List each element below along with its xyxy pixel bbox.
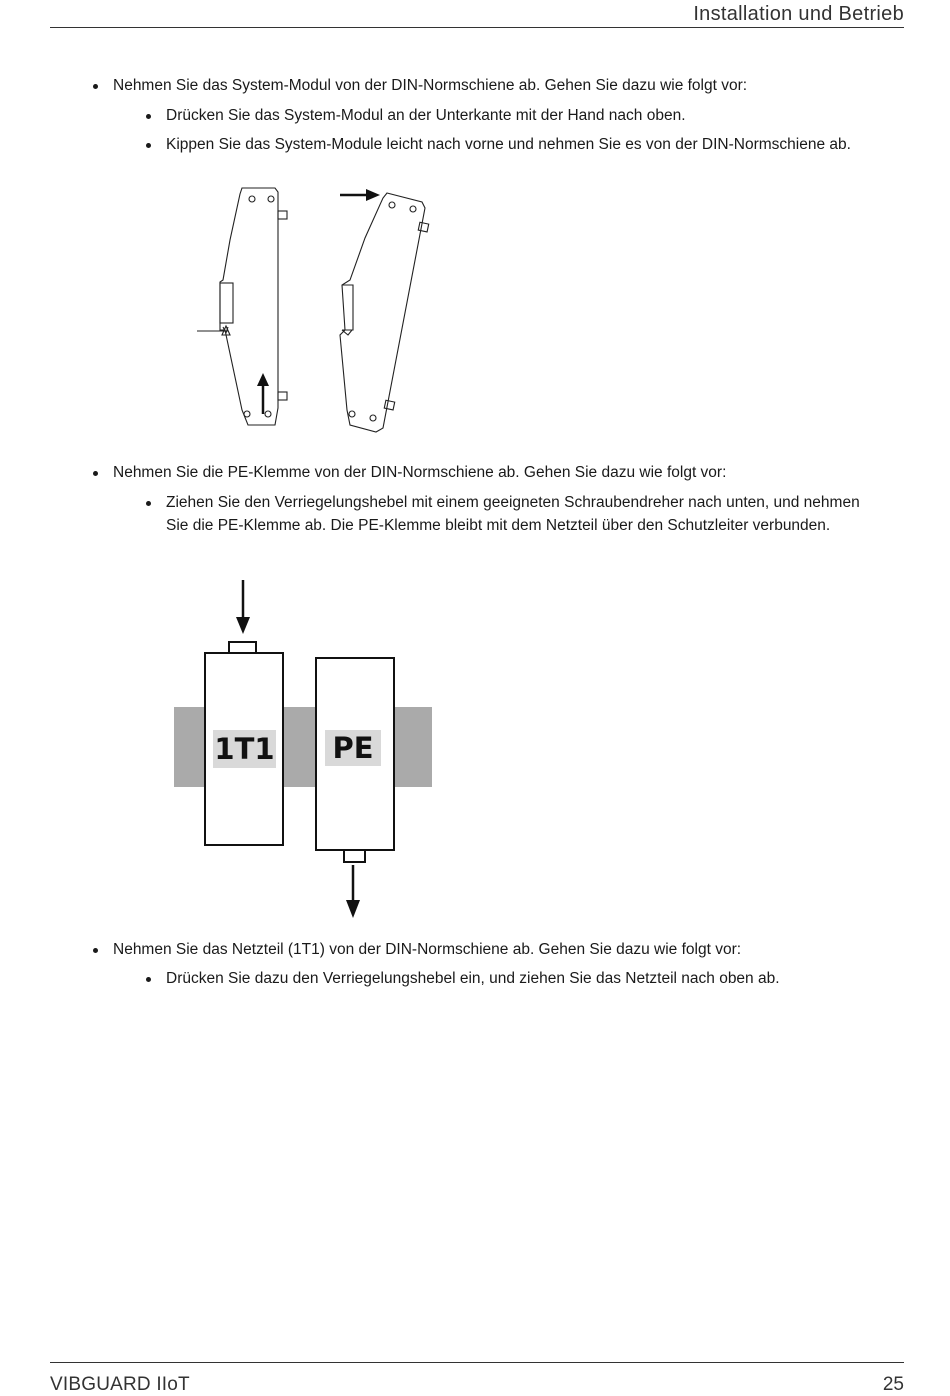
section-2-step-1: Ziehen Sie den Verriegelungshebel mit einem geeigneten Schraubendreher nach unten, und nehmen Sie die PE-Klemme ab. Die PE-Klemme bleibt mit dem Netzteil über den Schutzleiter verbunden. <box>166 491 878 537</box>
footer-product-name: VIBGUARD IIoT <box>50 1374 190 1395</box>
system-module-removal-illustration <box>190 180 450 440</box>
section-3-main: Nehmen Sie das Netzteil (1T1) von der DIN-Normschiene ab. Gehen Sie dazu wie folgt vor: <box>113 938 893 961</box>
footer-divider <box>50 1362 904 1363</box>
section-1-step-2: Kippen Sie das System-Module leicht nach vorne und nehmen Sie es von der DIN-Normschiene ab. <box>166 133 886 156</box>
page-header-title: Installation und Betrieb <box>693 3 904 25</box>
pe-terminal-removal-illustration <box>170 575 440 925</box>
section-3-step-1: Drücken Sie dazu den Verriegelungshebel ein, und ziehen Sie das Netzteil nach oben ab. <box>166 967 886 990</box>
power-supply-label: 1T1 <box>214 732 275 766</box>
section-1-main: Nehmen Sie das System-Modul von der DIN-Normschiene ab. Gehen Sie dazu wie folgt vor: <box>113 74 893 97</box>
header-divider <box>50 27 904 28</box>
section-2-main: Nehmen Sie die PE-Klemme von der DIN-Normschiene ab. Gehen Sie dazu wie folgt vor: <box>113 461 893 484</box>
pe-terminal-label: PE <box>332 731 374 765</box>
page-number: 25 <box>882 1374 904 1395</box>
section-1-step-1: Drücken Sie das System-Modul an der Unterkante mit der Hand nach oben. <box>166 104 886 127</box>
